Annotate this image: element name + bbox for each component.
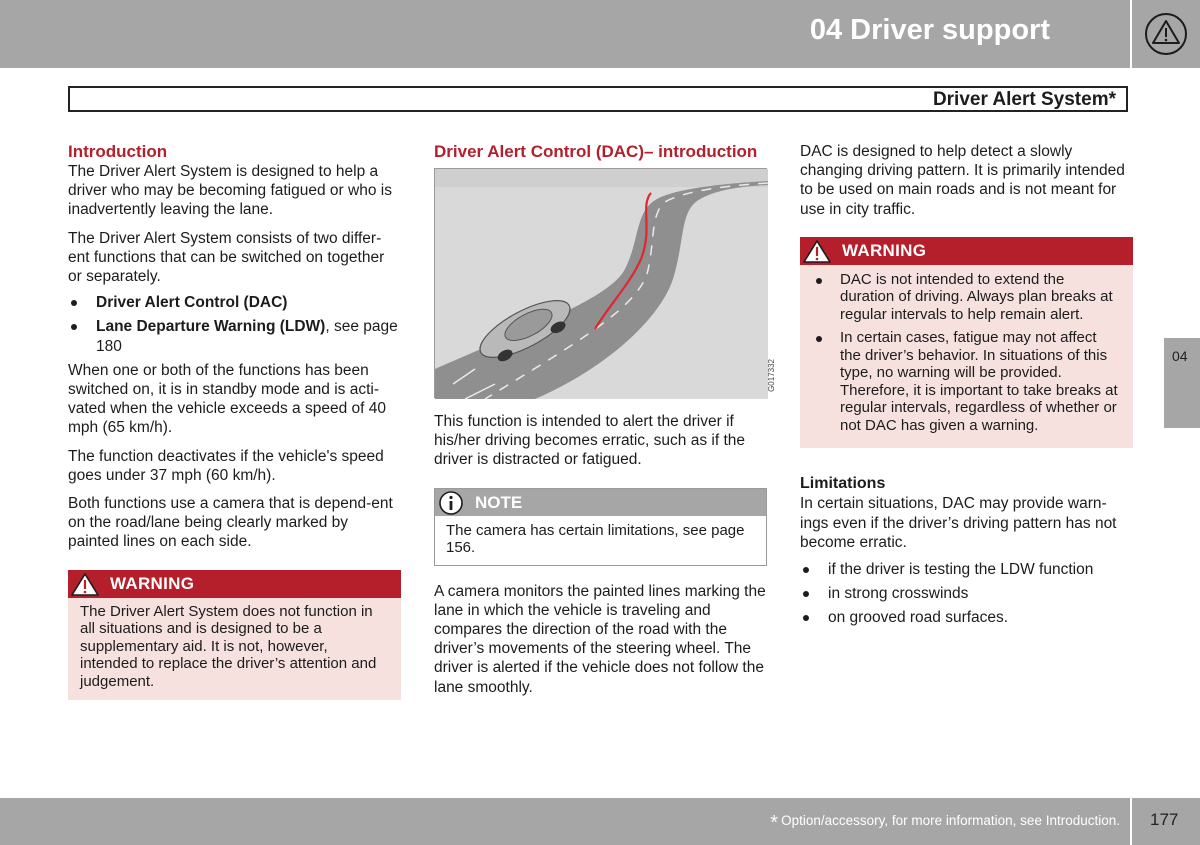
column-3 [800,142,1133,633]
list-item: DAC is not intended to extend the duration of driving. Always plan breaks at regular intervals to help remain alert. [812,271,1121,324]
page-number-box [1132,798,1200,845]
dac-paragraph-2: A camera monitors the painted lines marking the lane in which the vehicle is traveling and compares the direction of the road with the driver’s movements of the steering wheel. The driver is alerted if the vehicle does not follow the lane smoothly. [434,582,766,696]
warning-label: WARNING [110,573,195,593]
dac-label: Driver Alert Control (DAC) [96,294,288,312]
warning-triangle-icon [1144,12,1188,56]
column-2 [434,142,776,705]
footer-bar [0,798,1130,845]
footnote [770,812,1120,835]
chapter-icon-box [1132,0,1200,68]
ldw-page-ref: , see page 180 [96,318,398,355]
list-item [68,293,401,312]
ldw-label: Lane Departure Warning (LDW) [96,318,326,336]
dac-purpose-paragraph: DAC is designed to help detect a slowly changing driving pattern. It is primarily intended to be used on main roads and is not meant for use in city traffic. [800,143,1125,218]
section-title: Driver Alert System* [932,89,1116,110]
warning-triangle-icon [802,239,832,264]
note-header [435,489,766,516]
dac-intro-heading: Driver Alert Control (DAC)– introduction [434,142,758,161]
list-item: on grooved road surfaces. [800,608,1133,627]
limitations-list [800,560,1133,628]
intro-paragraph-1: The Driver Alert System is designed to help a driver who may be becoming fatigued or who is inadvertently leaving the lane. [68,163,392,219]
warning-box [800,237,1133,449]
note-box [434,488,767,566]
warning-label: WARNING [842,240,927,260]
limitations-paragraph: In certain situations, DAC may provide warn-ings even if the driver’s driving pattern has not become erratic. [800,495,1117,551]
figure-code: G017332 [767,359,776,392]
footnote-text: Option/accessory, for more information, see Introduction. [781,813,1120,828]
warning-header [800,237,1133,265]
chapter-side-tab[interactable] [1164,338,1200,428]
warning-list [812,271,1121,435]
list-item: if the driver is testing the LDW function [800,560,1133,579]
note-text: The camera has certain limitations, see page 156. [446,521,745,557]
warning-triangle-icon [70,572,100,597]
note-label: NOTE [475,492,523,512]
side-tab-label: 04 [1172,348,1188,364]
warning-text: The Driver Alert System does not function in all situations and is designed to be a supplementary aid. It is not, however, intended to replace the driver’s attention and judgement. [80,602,377,690]
list-item: in strong crosswinds [800,584,1133,603]
intro-paragraph-3: When one or both of the functions has been switched on, it is in standby mode and is acti-vated when the vehicle exceeds a speed of 40 mph (65 km/h). [68,361,386,437]
intro-paragraph-4: The function deactivates if the vehicle's speed goes under 37 mph (60 km/h). [68,447,384,484]
chapter-header-bar [0,0,1130,68]
footnote-star: * [770,812,779,834]
road-illustration [435,169,768,399]
function-list [68,293,401,356]
dac-illustration [434,168,776,398]
limitations-heading: Limitations [800,475,886,493]
warning-body [800,265,1133,449]
warning-box [68,570,401,701]
intro-heading: Introduction [68,142,168,161]
list-item: In certain cases, fatigue may not affect the driver’s behavior. In situations of this type, no warning will be provided. Therefore, it is important to take breaks at regular intervals, regardless of whether or not DAC has given a warning. [812,329,1121,434]
info-icon [438,490,464,516]
section-header [68,86,1128,112]
column-1 [68,142,401,700]
page-number: 177 [1150,810,1179,829]
chapter-title: 04 Driver support [809,14,1050,46]
intro-paragraph-5: Both functions use a camera that is depend-ent on the road/lane being clearly marked by painted lines on each side. [68,495,393,551]
warning-header [68,570,401,598]
dac-paragraph-1: This function is intended to alert the driver if his/her driving becomes erratic, such as if the driver is distracted or fatigued. [434,413,745,469]
list-item [68,317,401,355]
intro-paragraph-2: The Driver Alert System consists of two differ-ent functions that can be switched on together or separately. [68,229,385,286]
